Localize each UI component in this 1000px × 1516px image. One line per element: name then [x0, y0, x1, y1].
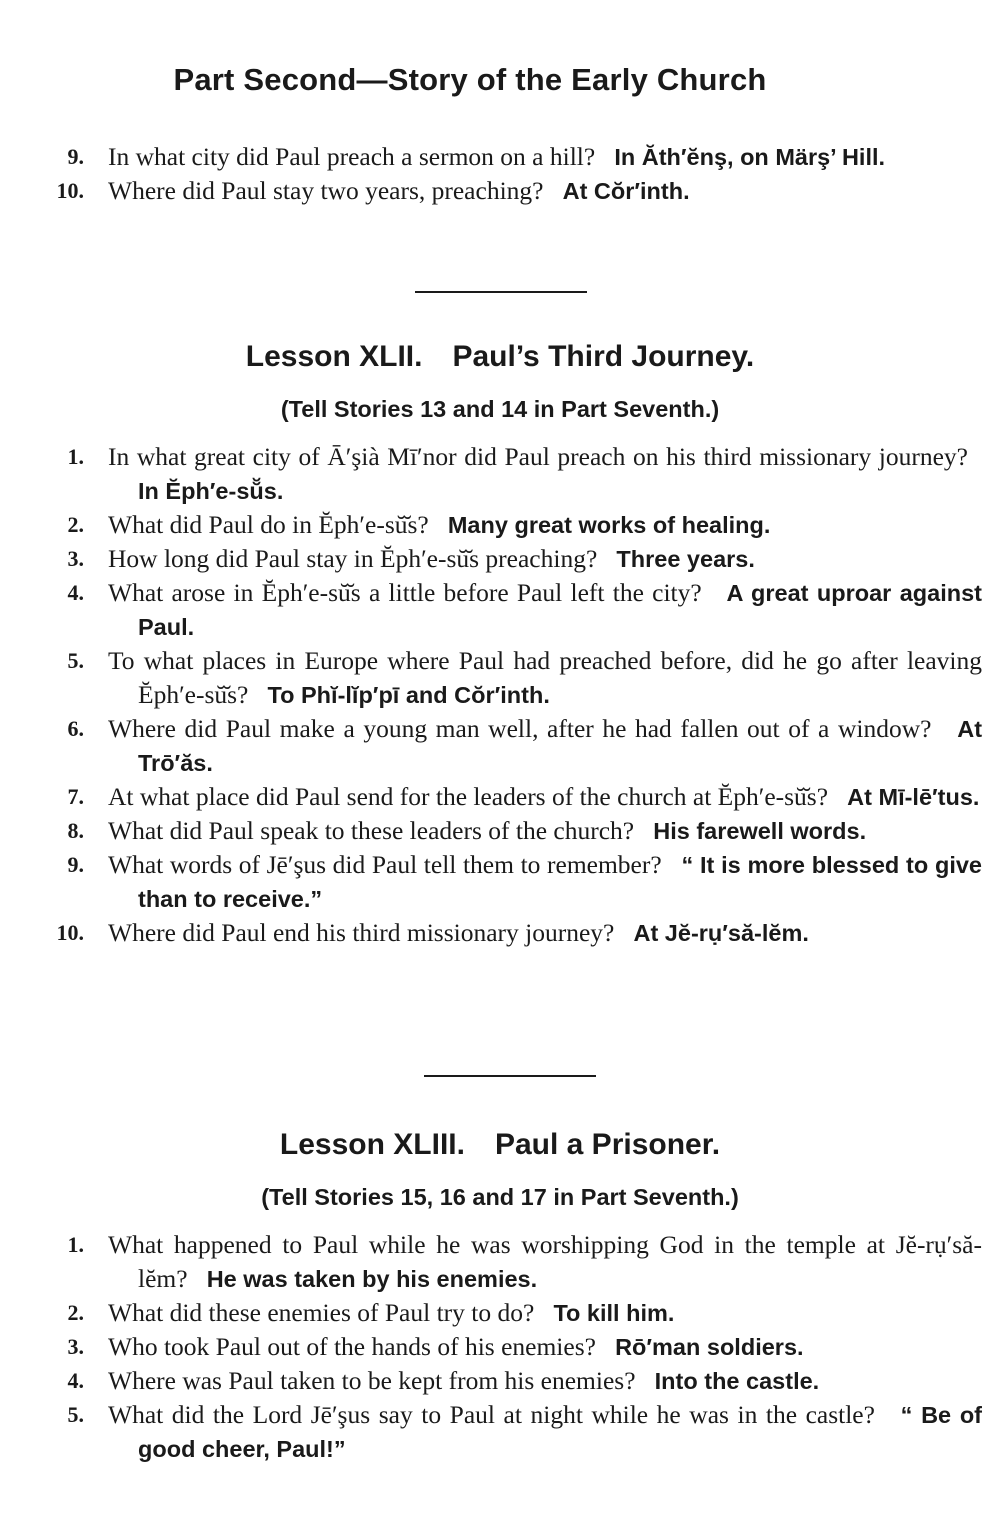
question-text: Where did Paul make a young man well, after he had fallen out of a window?	[108, 714, 932, 743]
question-text: What words of Jē′şus did Paul tell them to remember?	[108, 850, 662, 879]
question-text: How long did Paul stay in Ĕph′e-sŭ̆s preaching?	[108, 544, 598, 573]
question-item	[0, 644, 1000, 712]
lesson-label: Lesson XLII.	[245, 340, 423, 373]
question-item	[0, 1398, 1000, 1466]
question-text: What did Paul do in Ĕph′e-sŭ̆s?	[108, 510, 429, 539]
question-item	[0, 576, 1000, 644]
answer-text: “ Be of good cheer, Paul!”	[138, 1402, 983, 1462]
question-item	[0, 780, 1000, 814]
answer-text: A great uproar against Paul.	[138, 580, 982, 640]
question-number: 1.	[67, 1232, 84, 1257]
question-text: Where was Paul taken to be kept from his enemies?	[108, 1366, 636, 1395]
question-number: 2.	[67, 512, 84, 537]
question-text: To what places in Europe where Paul had preached before, did he go after leaving Ĕph′e-sŭ̆s?	[108, 646, 982, 709]
answer-text: Three years.	[616, 546, 755, 572]
lesson-name: Paul’s Third Journey.	[452, 340, 755, 373]
answer-text: At Mī-lē′tus.	[847, 784, 980, 810]
question-item	[0, 508, 1000, 542]
question-number: 9.	[67, 144, 84, 169]
question-text: Where did Paul stay two years, preaching?	[108, 176, 544, 205]
question-number: 5.	[67, 1402, 84, 1427]
question-number: 6.	[67, 716, 84, 741]
question-item	[0, 1330, 1000, 1364]
question-number: 9.	[67, 852, 84, 877]
answer-text: “ It is more blessed to give than to receive.”	[138, 852, 982, 912]
answer-text: Many great works of healing.	[447, 512, 771, 538]
question-number: 10.	[56, 178, 84, 203]
lesson-title	[0, 1128, 1000, 1162]
question-item	[0, 712, 1000, 780]
question-list-previous	[0, 140, 1000, 208]
question-text: What arose in Ĕph′e-sŭ̆s a little before Paul left the city?	[108, 578, 702, 607]
question-text: Who took Paul out of the hands of his enemies?	[108, 1332, 596, 1361]
question-item	[0, 1364, 1000, 1398]
question-item	[0, 1296, 1000, 1330]
question-number: 1.	[67, 444, 84, 469]
question-list-lesson-43	[0, 1228, 1000, 1466]
question-number: 8.	[67, 818, 84, 843]
question-number: 4.	[67, 580, 84, 605]
question-item	[0, 1228, 1000, 1296]
answer-text: In Ăth′ĕnş, on Märş’ Hill.	[614, 144, 886, 170]
question-text: Where did Paul end his third missionary journey?	[108, 918, 615, 947]
question-item	[0, 174, 1000, 208]
question-item	[0, 440, 1000, 508]
question-number: 5.	[67, 648, 84, 673]
answer-text: At Jĕ-rụ′să-lĕm.	[633, 920, 809, 946]
question-item	[0, 814, 1000, 848]
question-number: 4.	[67, 1368, 84, 1393]
lesson-subtitle: (Tell Stories 13 and 14 in Part Seventh.)	[280, 396, 720, 422]
question-text: In what city did Paul preach a sermon on a hill?	[108, 142, 596, 171]
question-text: At what place did Paul send for the leaders of the church at Ĕph′e-sŭ̆s?	[108, 782, 829, 811]
section-divider	[424, 1075, 596, 1077]
answer-text: To Phĭ-lĭp′pī and Cŏr′inth.	[267, 682, 550, 708]
page-title: Part Second—Story of the Early Church	[173, 62, 767, 97]
section-divider	[415, 291, 587, 293]
question-list-lesson-42	[0, 440, 1000, 950]
answer-text: At Cŏr′inth.	[562, 178, 690, 204]
lesson-name: Paul a Prisoner.	[494, 1128, 721, 1161]
question-number: 7.	[67, 784, 84, 809]
question-text: In what great city of Ā′şià Mī′nor did Paul preach on his third missionary journey?	[108, 442, 968, 471]
answer-text: In Ĕph′e-sŭ̆s.	[138, 478, 284, 504]
question-number: 10.	[56, 920, 84, 945]
lesson-label: Lesson XLIII.	[279, 1128, 465, 1161]
question-text: What did the Lord Jē′şus say to Paul at night while he was in the castle?	[108, 1400, 875, 1429]
question-item	[0, 916, 1000, 950]
question-text: What happened to Paul while he was worshipping God in the temple at Jĕ-rụ′să-lĕm?	[108, 1230, 982, 1293]
answer-text: Rō′man soldiers.	[615, 1334, 804, 1360]
question-text: What did these enemies of Paul try to do?	[108, 1298, 535, 1327]
answer-text: To kill him.	[553, 1300, 675, 1326]
answer-text: At Trō′ăs.	[138, 716, 983, 776]
answer-text: He was taken by his enemies.	[206, 1266, 538, 1292]
question-number: 3.	[67, 1334, 84, 1359]
question-number: 3.	[67, 546, 84, 571]
question-item	[0, 140, 1000, 174]
answer-text: His farewell words.	[653, 818, 867, 844]
lesson-title	[0, 340, 1000, 374]
question-item	[0, 542, 1000, 576]
answer-text: Into the castle.	[654, 1368, 820, 1394]
lesson-subtitle: (Tell Stories 15, 16 and 17 in Part Seventh.)	[261, 1184, 739, 1210]
question-number: 2.	[67, 1300, 84, 1325]
question-item	[0, 848, 1000, 916]
question-text: What did Paul speak to these leaders of the church?	[108, 816, 635, 845]
